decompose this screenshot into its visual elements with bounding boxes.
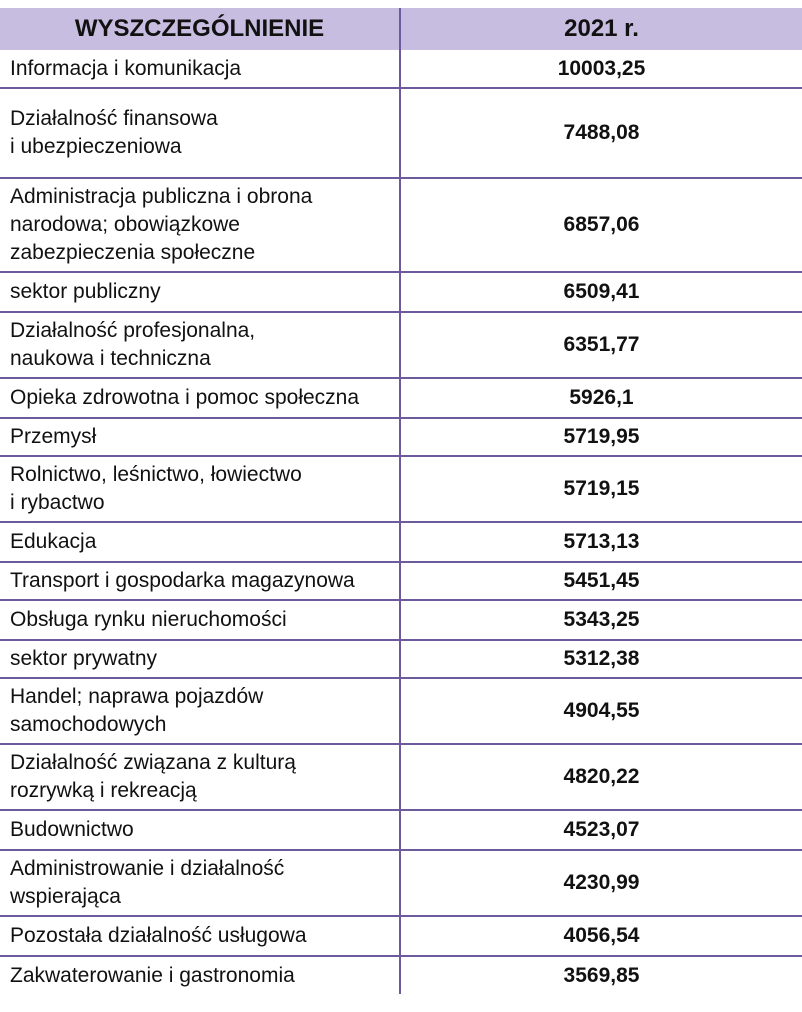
table-row bbox=[0, 600, 802, 640]
row-label: Handel; naprawa pojazdów samochodowych bbox=[0, 678, 400, 744]
row-label: Zakwaterowanie i gastronomia bbox=[0, 956, 400, 994]
row-value: 5451,45 bbox=[400, 562, 802, 600]
table-row bbox=[0, 850, 802, 916]
row-label: Informacja i komunikacja bbox=[0, 50, 400, 88]
table-row bbox=[0, 88, 802, 178]
table-row bbox=[0, 456, 802, 522]
row-value: 4820,22 bbox=[400, 744, 802, 810]
row-label: Działalność profesjonalna, naukowa i techniczna bbox=[0, 312, 400, 378]
row-value: 6857,06 bbox=[400, 178, 802, 272]
table-row bbox=[0, 418, 802, 456]
row-value: 6351,77 bbox=[400, 312, 802, 378]
row-value: 5343,25 bbox=[400, 600, 802, 640]
table-row bbox=[0, 312, 802, 378]
row-label: Działalność finansowa i ubezpieczeniowa bbox=[0, 88, 400, 178]
table-row bbox=[0, 810, 802, 850]
row-value: 5719,15 bbox=[400, 456, 802, 522]
table-row bbox=[0, 956, 802, 994]
table-row bbox=[0, 916, 802, 956]
row-value: 4230,99 bbox=[400, 850, 802, 916]
row-label: sektor publiczny bbox=[0, 272, 400, 312]
row-value: 4904,55 bbox=[400, 678, 802, 744]
table-row bbox=[0, 562, 802, 600]
row-label: Administrowanie i działalność wspierająca bbox=[0, 850, 400, 916]
table-row bbox=[0, 522, 802, 562]
row-value: 4523,07 bbox=[400, 810, 802, 850]
row-label: Przemysł bbox=[0, 418, 400, 456]
row-value: 5719,95 bbox=[400, 418, 802, 456]
row-label: Edukacja bbox=[0, 522, 400, 562]
row-value: 6509,41 bbox=[400, 272, 802, 312]
table-row bbox=[0, 378, 802, 418]
row-label: Administracja publiczna i obrona narodowa; obowiązkowe zabezpieczenia społeczne bbox=[0, 178, 400, 272]
table-row bbox=[0, 272, 802, 312]
table-body bbox=[0, 50, 802, 994]
row-value: 4056,54 bbox=[400, 916, 802, 956]
row-label: sektor prywatny bbox=[0, 640, 400, 678]
data-table bbox=[0, 8, 802, 994]
column-header-category: WYSZCZEGÓLNIENIE bbox=[0, 8, 400, 50]
table-row bbox=[0, 50, 802, 88]
row-label: Rolnictwo, leśnictwo, łowiectwo i rybactwo bbox=[0, 456, 400, 522]
row-value: 5312,38 bbox=[400, 640, 802, 678]
row-label: Obsługa rynku nieruchomości bbox=[0, 600, 400, 640]
row-label: Działalność związana z kulturą rozrywką i rekreacją bbox=[0, 744, 400, 810]
row-label: Budownictwo bbox=[0, 810, 400, 850]
table-header-row bbox=[0, 8, 802, 50]
row-value: 3569,85 bbox=[563, 963, 640, 987]
row-value: 7488,08 bbox=[400, 88, 802, 178]
row-label: Transport i gospodarka magazynowa bbox=[0, 562, 400, 600]
row-value: 5926,1 bbox=[400, 378, 802, 418]
row-label: Pozostała działalność usługowa bbox=[0, 916, 400, 956]
table-row bbox=[0, 678, 802, 744]
row-value: 5713,13 bbox=[400, 522, 802, 562]
row-label: Opieka zdrowotna i pomoc społeczna bbox=[0, 378, 400, 418]
row-value: 10003,25 bbox=[400, 50, 802, 88]
column-header-year: 2021 r. bbox=[400, 8, 802, 50]
table-row bbox=[0, 178, 802, 272]
table-row bbox=[0, 640, 802, 678]
table-row bbox=[0, 744, 802, 810]
